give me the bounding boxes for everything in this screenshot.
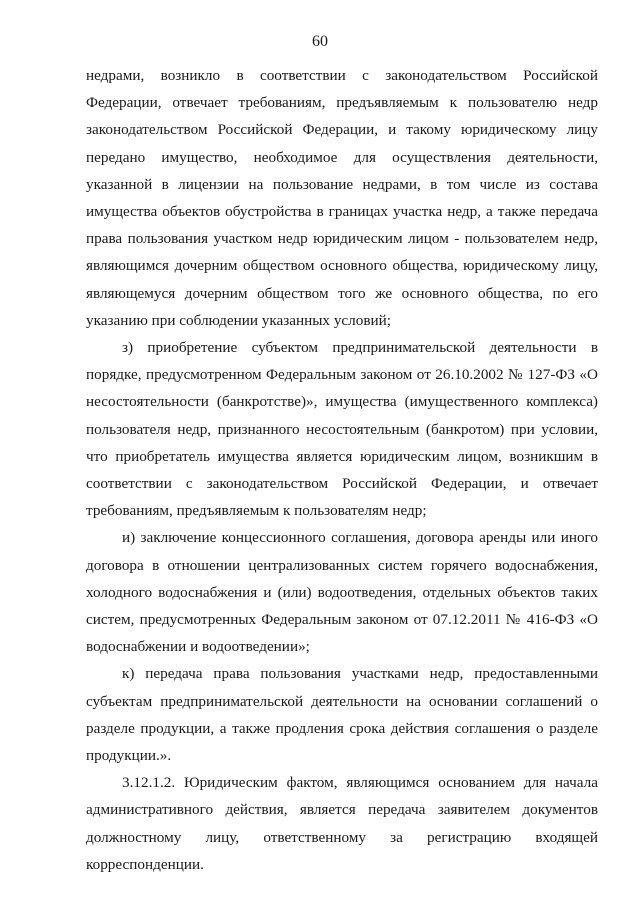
document-body bbox=[86, 62, 598, 878]
paragraph-item-z: з) приобретение субъектом предпринимательской деятельности в порядке, предусмотренном Федеральным законом от 26.10.2002 № 127-ФЗ «О несостоятельности (банкротстве)», имущества (имущественного комплекса) пользователя недр, признанного несостоятельным (банкротом) при условии, что приобретатель имущества является юридическим лицом, возникшим в соответствии с законодательством Российской Федерации, и отвечает требованиям, предъявляемым к пользователям недр; bbox=[86, 339, 598, 520]
paragraph-item-i: и) заключение концессионного соглашения, договора аренды или иного договора в отношении централизованных систем горячего водоснабжения, холодного водоснабжения и (или) водоотведения, отдельных объектов таких систем, предусмотренных Федеральным законом от 07.12.2011 № 416-ФЗ «О водоснабжении и водоотведении»; bbox=[86, 529, 598, 656]
paragraph-continuation: недрами, возникло в соответствии с законодательством Российской Федерации, отвечает требованиям, предъявляемым к пользователю недр законодательством Российской Федерации, и такому юридическому лицу передано имущество, необходимое для осуществления деятельности, указанной в лицензии на пользование недрами, в том числе из состава имущества объектов обустройства в границах участка недр, а также передача права пользования участком недр юридическим лицом - пользователем недр, являющимся дочерним обществом основного общества, юридическому лицу, являющемуся дочерним обществом того же основного общества, по его указанию при соблюдении указанных условий; bbox=[86, 67, 598, 329]
paragraph-item-k: к) передача права пользования участками недр, предоставленными субъектам предпринимательской деятельности на основании соглашений о разделе продукции, а также продления срока действия соглашения о разделе продукции.». bbox=[86, 665, 598, 765]
page-number: 60 bbox=[312, 33, 328, 50]
paragraph-section-3-12-1-2: 3.12.1.2. Юридическим фактом, являющимся основанием для начала административного действия, является передача заявителем документов должностному лицу, ответственному за регистрацию входящей корреспонденции. bbox=[86, 774, 598, 873]
